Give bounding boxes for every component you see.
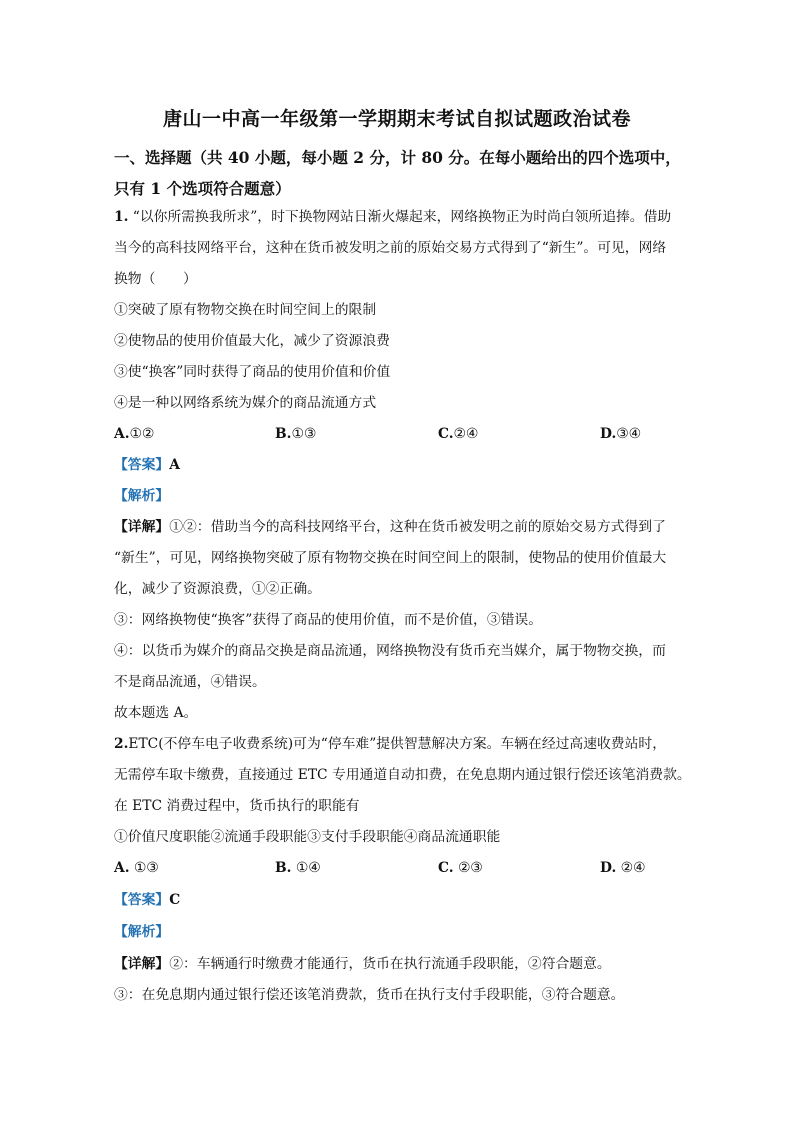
q1-analysis-tag: 【解析】 xyxy=(114,488,170,504)
q2-detail-line-2: ③：在免息期内通过银行偿还该笔消费款，货币在执行支付手段职能，③符合题意。 xyxy=(114,987,625,1003)
q1-stem-line-2: 当今的高科技网络平台，这种在货币被发明之前的原始交易方式得到了“新生”。可见，网络 xyxy=(114,240,667,256)
q2-option-b xyxy=(275,858,321,878)
q2-item-1: ①价值尺度职能②流通手段职能③支付手段职能④商品流通职能 xyxy=(114,829,501,845)
q2-option-d-text: ②④ xyxy=(620,860,646,876)
q2-option-a-text: ①③ xyxy=(133,860,159,876)
q1-answer xyxy=(114,455,682,475)
q1-detail-line-6: 不是商品流通，④错误。 xyxy=(114,674,266,690)
q1-option-c-label: C. xyxy=(438,426,454,442)
q1-answer-value: A xyxy=(169,457,180,473)
q1-stem-text-1: “以你所需换我所求”，时下换物网站日渐火爆起来，网络换物正为时尚白领所追捧。借助 xyxy=(132,209,672,225)
q2-option-b-text: ①④ xyxy=(295,860,321,876)
q2-answer-tag: 【答案】 xyxy=(114,892,170,908)
q2-options xyxy=(114,858,684,878)
q1-option-c-text: ②④ xyxy=(453,426,479,442)
q1-stem-line-3: 换物（ ） xyxy=(114,271,197,287)
section-heading-line-2: 只有 1 个选项符合题意） xyxy=(114,179,291,198)
q1-options xyxy=(114,424,684,444)
q1-detail-line-4: ③：网络换物使“换客”获得了商品的使用价值，而不是价值，③错误。 xyxy=(114,612,543,628)
page-title: 唐山一中高一年级第一学期期末考试自拟试题政治试卷 xyxy=(162,108,631,130)
q1-detail-line-1 xyxy=(114,517,682,537)
q1-detail-line-3: 化，减少了资源浪费，①②正确。 xyxy=(114,581,321,597)
q2-detail-tag: 【详解】 xyxy=(114,956,170,972)
q2-option-c xyxy=(438,858,483,878)
q1-option-c xyxy=(438,424,478,444)
q2-option-d xyxy=(600,858,645,878)
q2-answer-value: C xyxy=(169,892,181,908)
q1-stem-line-1 xyxy=(114,207,682,227)
q1-item-4: ④是一种以网络系统为媒介的商品流通方式 xyxy=(114,395,377,411)
q2-stem-text-1: ETC(不停车电子收费系统)可为“停车难”提供智慧解决方案。车辆在经过高速收费站时， xyxy=(128,736,666,752)
q2-analysis-tag: 【解析】 xyxy=(114,924,170,940)
q2-stem-line-2: 无需停车取卡缴费，直接通过 ETC 专用通道自动扣费，在免息期内通过银行偿还该笔消费款。 xyxy=(114,767,691,783)
q2-option-c-label: C. xyxy=(438,860,454,876)
q2-answer xyxy=(114,890,682,910)
q1-detail-text-1: ①②：借助当今的高科技网络平台，这种在货币被发明之前的原始交易方式得到了 xyxy=(169,519,666,535)
q1-detail-tag: 【详解】 xyxy=(114,519,170,535)
q1-option-b-text: ①③ xyxy=(291,426,317,442)
q1-option-d xyxy=(600,424,641,444)
q1-option-b xyxy=(275,424,316,444)
q2-stem-line-1 xyxy=(114,734,682,754)
q1-option-b-label: B. xyxy=(275,426,292,442)
q2-option-c-text: ②③ xyxy=(457,860,483,876)
q2-option-a-label: A. xyxy=(114,860,130,876)
q1-option-a-text: ①② xyxy=(129,426,155,442)
q2-option-b-label: B. xyxy=(275,860,292,876)
q1-number: 1. xyxy=(114,209,129,225)
q1-detail-line-2: “新生”，可见，网络换物突破了原有物物交换在时间空间上的限制，使物品的使用价值最大 xyxy=(114,550,667,566)
q1-option-a xyxy=(114,424,154,444)
q1-detail-line-5: ④：以货币为媒介的商品交换是商品流通，网络换物没有货币充当媒介，属于物物交换，而 xyxy=(114,643,666,659)
q1-option-d-label: D. xyxy=(600,426,617,442)
q2-detail-text-1: ②：车辆通行时缴费才能通行，货币在执行流通手段职能，②符合题意。 xyxy=(169,956,611,972)
section-heading-line-1: 一、选择题（共 40 小题，每小题 2 分，计 80 分。在每小题给出的四个选项中， xyxy=(114,148,681,167)
q2-number: 2. xyxy=(114,736,129,752)
q2-stem-line-3: 在 ETC 消费过程中，货币执行的职能有 xyxy=(114,798,360,814)
q1-option-a-label: A. xyxy=(114,426,130,442)
q2-detail-line-1 xyxy=(114,954,682,974)
q2-option-a xyxy=(114,858,159,878)
q1-analysis xyxy=(114,486,682,506)
q2-analysis xyxy=(114,922,682,942)
q2-option-d-label: D. xyxy=(600,860,617,876)
q1-item-1: ①突破了原有物物交换在时间空间上的限制 xyxy=(114,302,377,318)
q1-option-d-text: ③④ xyxy=(616,426,642,442)
q1-item-3: ③使“换客”同时获得了商品的使用价值和价值 xyxy=(114,364,391,380)
q1-detail-line-7: 故本题选 A。 xyxy=(114,705,198,721)
q1-answer-tag: 【答案】 xyxy=(114,457,170,473)
q1-item-2: ②使物品的使用价值最大化，减少了资源浪费 xyxy=(114,333,390,349)
